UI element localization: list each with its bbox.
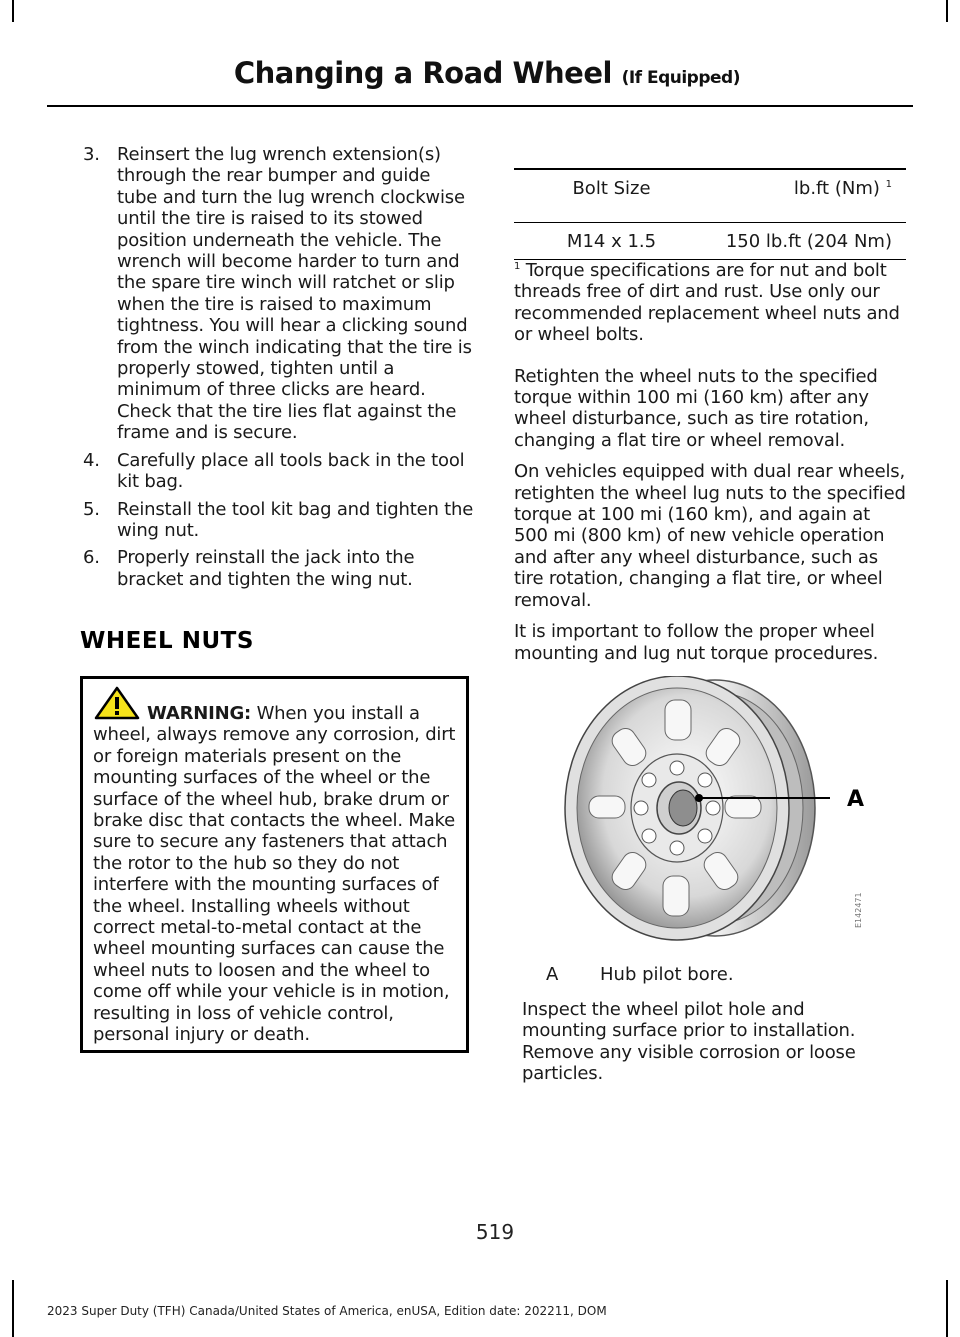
- warning-triangle-icon: [94, 686, 140, 720]
- page-title-text: Changing a Road Wheel: [233, 56, 612, 90]
- crop-mark: [12, 0, 14, 22]
- wheel-image: [545, 676, 875, 944]
- crop-mark: [946, 1280, 948, 1337]
- footnote-and-paragraphs: [514, 256, 908, 674]
- table-header-row: [514, 169, 906, 223]
- step-text: Carefully place all tools back in the tool kit bag.: [117, 449, 465, 493]
- torque-table: [514, 168, 906, 260]
- step-number: 5.: [83, 498, 100, 520]
- inspect-paragraph: Inspect the wheel pilot hole and mounting surface prior to installation. Remove any visible corrosion or loose particles.: [522, 999, 856, 1085]
- section-heading: WHEEL NUTS: [80, 628, 254, 654]
- steps-column: [80, 144, 475, 596]
- footnote-marker: 1: [514, 261, 521, 272]
- footnote: [514, 256, 908, 346]
- paragraph: On vehicles equipped with dual rear wheels, retighten the wheel lug nuts to the specified torque at 100 mi (160 km), and again at 500 mi (800 km) of new vehicle operation and after any wheel disturbance, such as tire rotation, changing a flat tire, or wheel removal.: [514, 461, 906, 611]
- step-text: Reinsert the lug wrench extension(s) through the rear bumper and guide tube and turn the lug wrench clockwise until the tire is raised to its stowed position underneath the vehicle. The wrench will become harder to turn and the spare tire winch will ratchet or slip when the tire is raised to maximum tightness. You will hear a clicking sound from the winch indicating that the tire is properly stowed, tighten until a minimum of three clicks are heard. Check that the tire lies flat against the frame and is secure.: [117, 144, 472, 444]
- list-item: [80, 450, 475, 493]
- table-header-torque-text: lb.ft (Nm): [793, 178, 880, 199]
- legend-text: Hub pilot bore.: [600, 964, 734, 985]
- legend-key: A: [546, 964, 559, 985]
- list-item: [80, 499, 475, 542]
- list-item: [80, 547, 475, 590]
- callout-a: A: [847, 787, 865, 812]
- table-cell-torque: 150 lb.ft (204 Nm): [709, 223, 906, 260]
- torque-table-wrapper: [514, 168, 906, 260]
- wheel-illustration: [545, 676, 875, 944]
- steps-list: [80, 144, 475, 590]
- footer-text: 2023 Super Duty (TFH) Canada/United States of America, enUSA, Edition date: 202211, DOM: [47, 1304, 607, 1318]
- figure-code: E142471: [854, 892, 863, 928]
- crop-mark: [946, 0, 948, 22]
- page-title: [140, 56, 740, 90]
- warning-box: [80, 676, 469, 1053]
- paragraph: Retighten the wheel nuts to the specified torque within 100 mi (160 km) after any wheel disturbance, such as tire rotation, changing a flat tire or wheel removal.: [514, 365, 878, 451]
- page-title-subtitle: (If Equipped): [621, 68, 740, 88]
- step-text: Properly reinstall the jack into the bracket and tighten the wing nut.: [117, 547, 415, 590]
- table-cell-bolt: M14 x 1.5: [514, 223, 709, 260]
- page-number: 519: [475, 1220, 515, 1244]
- table-header-torque: [709, 169, 906, 223]
- paragraph: It is important to follow the proper wheel mounting and lug nut torque procedures.: [514, 621, 879, 664]
- header-rule: [47, 105, 913, 107]
- list-item: [80, 144, 475, 444]
- table-row: [514, 223, 906, 260]
- figure-legend: [546, 964, 734, 985]
- step-number: 4.: [83, 449, 100, 471]
- step-text: Reinstall the tool kit bag and tighten the wing nut.: [117, 498, 474, 541]
- step-number: 6.: [83, 547, 100, 569]
- step-number: 3.: [83, 144, 100, 165]
- table-header-bolt-size: Bolt Size: [514, 169, 709, 223]
- crop-mark: [12, 1280, 14, 1337]
- warning-label: WARNING:: [147, 703, 252, 724]
- footnote-marker: 1: [885, 179, 892, 190]
- footnote-text: Torque specifications are for nut and bolt threads free of dirt and rust. Use only our recommended replacement wheel nuts and or wheel bolts.: [514, 260, 900, 346]
- warning-text: [93, 703, 458, 1046]
- warning-body: When you install a wheel, always remove any corrosion, dirt or foreign materials present on the mounting surfaces of the wheel or the surface of the wheel hub, brake drum or brake disc that contacts the wheel. Make sure to secure any fasteners that attach the rotor to the hub so they do not interfere with the mounting surfaces of the wheel. Installing wheels without correct metal-to-metal contact at the wheel mounting surfaces can cause the wheel nuts to loosen and the wheel to come off while your vehicle is in motion, resulting in loss of vehicle control, personal injury or death.: [93, 703, 456, 1046]
